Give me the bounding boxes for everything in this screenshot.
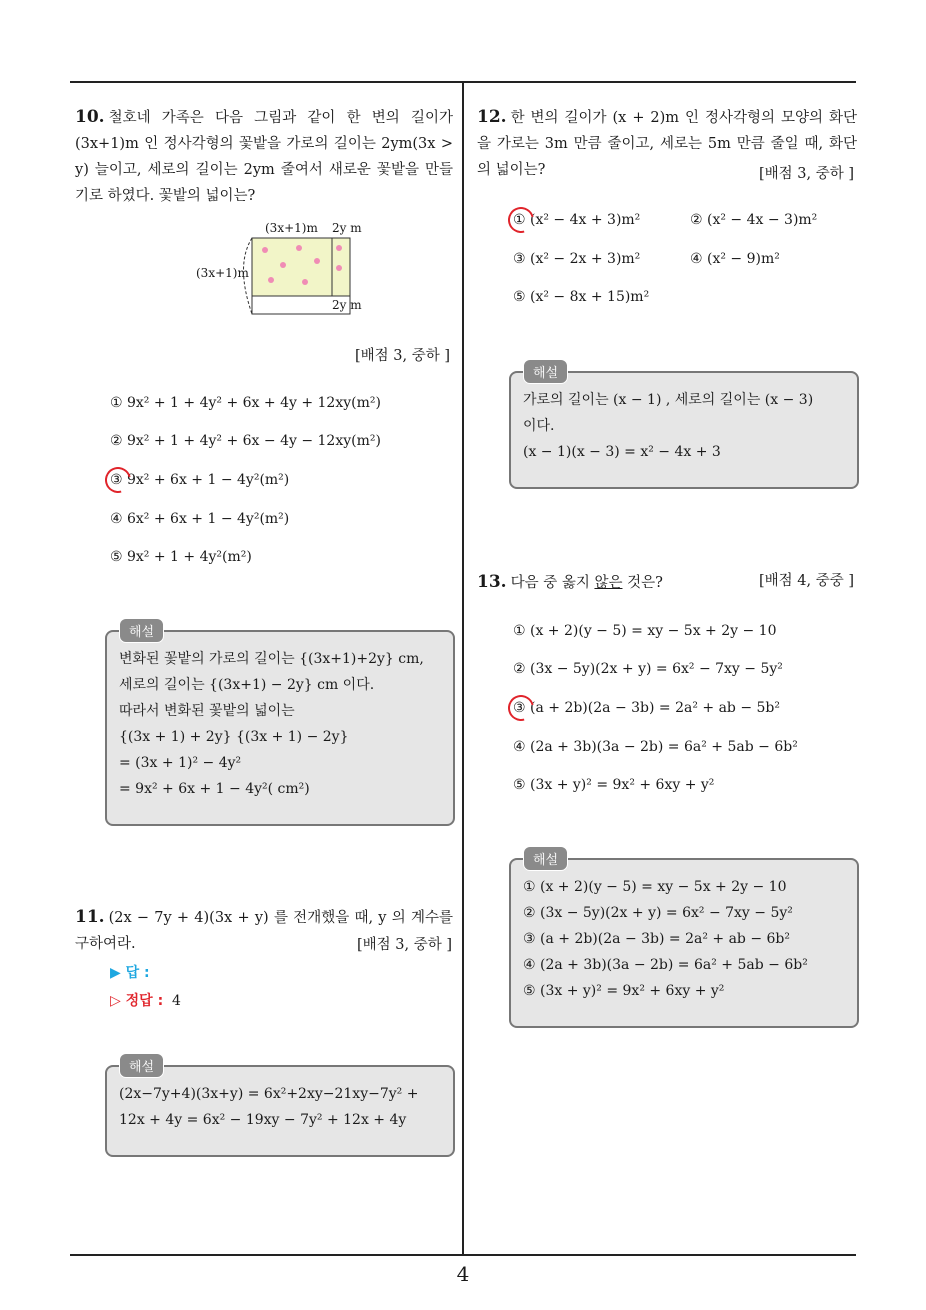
q10-choice-1[interactable]: ① 9x² + 1 + 4y² + 6x + 4y + 12xy(m²) bbox=[110, 395, 381, 411]
question-10 bbox=[75, 104, 453, 209]
q12-choice-2[interactable]: ② (x² − 4x − 3)m² bbox=[690, 212, 818, 228]
explanation-tag: 해설 bbox=[523, 846, 568, 871]
q10-choice-3[interactable]: ③ 9x² + 6x + 1 − 4y²(m²) bbox=[110, 472, 290, 488]
explanation-line: (x − 1)(x − 3) = x² − 4x + 3 bbox=[523, 444, 721, 460]
q10-explanation-box bbox=[105, 625, 455, 826]
question-number: 13. bbox=[477, 572, 507, 592]
q10-choice-5[interactable]: ⑤ 9x² + 1 + 4y²(m²) bbox=[110, 549, 252, 565]
correct-value: 4 bbox=[172, 993, 181, 1009]
q13-choice-2[interactable]: ② (3x − 5y)(2x + y) = 6x² − 7xy − 5y² bbox=[513, 661, 783, 677]
explanation-tag: 해설 bbox=[119, 618, 164, 643]
bottom-rule bbox=[70, 1254, 856, 1256]
q12-choice-4[interactable]: ④ (x² − 9)m² bbox=[690, 251, 780, 267]
q12-explanation-box bbox=[509, 366, 859, 489]
explanation-line: = 9x² + 6x + 1 − 4y²( cm²) bbox=[119, 781, 310, 797]
question-13-text: 13. 다음 중 옳지 않은 것은? bbox=[477, 572, 663, 592]
explanation-line: 변화된 꽃밭의 가로의 길이는 {(3x+1)+2y} cm, bbox=[119, 651, 424, 667]
question-10-score: [배점 3, 중하 ] bbox=[354, 348, 450, 364]
explanation-line: ① (x + 2)(y − 5) = xy − 5x + 2y − 10 bbox=[523, 879, 787, 895]
explanation-line: ③ (a + 2b)(2a − 3b) = 2a² + ab − 6b² bbox=[523, 931, 790, 947]
fig-label-left: (3x+1)m bbox=[196, 266, 249, 280]
explanation-line: ⑤ (3x + y)² = 9x² + 6xy + y² bbox=[523, 983, 725, 999]
question-12-text: 12. 한 변의 길이가 (x + 2)m 인 정사각형의 모양의 화단을 가로는 3m 만큼 줄이고, 세로는 5m 만큼 줄일 때, 화단의 넓이는? bbox=[477, 107, 857, 178]
page-number: 4 bbox=[456, 1262, 470, 1286]
q13-choice-5[interactable]: ⑤ (3x + y)² = 9x² + 6xy + y² bbox=[513, 777, 715, 793]
q13-choice-1[interactable]: ① (x + 2)(y − 5) = xy − 5x + 2y − 10 bbox=[513, 623, 777, 639]
question-number: 10. bbox=[75, 107, 105, 127]
question-11-score: [배점 3, 중하 ] bbox=[356, 937, 452, 953]
explanation-line: 가로의 길이는 (x − 1) , 세로의 길이는 (x − 3) bbox=[523, 392, 814, 408]
q10-choice-4[interactable]: ④ 6x² + 6x + 1 − 4y²(m²) bbox=[110, 511, 290, 527]
question-number: 12. bbox=[477, 107, 507, 127]
q12-choice-3[interactable]: ③ (x² − 2x + 3)m² bbox=[513, 251, 641, 267]
explanation-line: 따라서 변화된 꽃밭의 넓이는 bbox=[119, 703, 295, 719]
explanation-tag: 해설 bbox=[119, 1053, 164, 1078]
explanation-line: = (3x + 1)² − 4y² bbox=[119, 755, 242, 771]
answer-mark-icon bbox=[503, 202, 539, 238]
q13-choice-3[interactable]: ③ (a + 2b)(2a − 3b) = 2a² + ab − 5b² bbox=[513, 700, 780, 716]
explanation-line: 이다. bbox=[523, 418, 555, 434]
explanation-line: {(3x + 1) + 2y} {(3x + 1) − 2y} bbox=[119, 729, 349, 745]
q12-choice-1[interactable]: ① (x² − 4x + 3)m² bbox=[513, 212, 641, 228]
question-11-text: 11. (2x − 7y + 4)(3x + y) 를 전개했을 때, y 의 계수를 구하여라. bbox=[75, 907, 453, 952]
explanation-tag: 해설 bbox=[523, 359, 568, 384]
question-12-score: [배점 3, 중하 ] bbox=[758, 166, 854, 182]
q11-explanation-box bbox=[105, 1060, 455, 1157]
fig-label-top: (3x+1)m bbox=[265, 221, 318, 235]
fig-label-right-top: 2y m bbox=[332, 221, 362, 235]
question-13-score: [배점 4, 중중 ] bbox=[758, 573, 854, 589]
question-number: 11. bbox=[75, 907, 105, 927]
explanation-line: (2x−7y+4)(3x+y) = 6x²+2xy−21xy−7y² + bbox=[119, 1086, 419, 1102]
correct-answer: ▷ 정답 : 4 bbox=[110, 993, 181, 1009]
q13-choice-4[interactable]: ④ (2a + 3b)(3a − 2b) = 6a² + 5ab − 6b² bbox=[513, 739, 798, 755]
fig-label-right-bottom: 2y m bbox=[332, 298, 362, 312]
q10-choice-2[interactable]: ② 9x² + 1 + 4y² + 6x − 4y − 12xy(m²) bbox=[110, 433, 381, 449]
answer-label[interactable]: ▶ 답 : bbox=[110, 965, 150, 981]
explanation-line: 세로의 길이는 {(3x+1) − 2y} cm 이다. bbox=[119, 677, 375, 693]
explanation-line: 12x + 4y = 6x² − 19xy − 7y² + 12x + 4y bbox=[119, 1112, 407, 1128]
q13-explanation-box bbox=[509, 853, 859, 1028]
answer-mark-icon bbox=[503, 690, 539, 726]
explanation-line: ④ (2a + 3b)(3a − 2b) = 6a² + 5ab − 6b² bbox=[523, 957, 808, 973]
column-divider bbox=[462, 81, 464, 1255]
q12-choice-5[interactable]: ⑤ (x² − 8x + 15)m² bbox=[513, 289, 650, 305]
question-10-text: 10. 철호네 가족은 다음 그림과 같이 한 변의 길이가 (3x+1)m 인 정사각형의 꽃밭을 가로의 길이는 2ym(3x > y) 늘이고, 세로의 길이는 2ym 줄여서 새로운 꽃밭을 만들기로 하였다. 꽃밭의 넓이는? bbox=[75, 107, 453, 204]
explanation-line: ② (3x − 5y)(2x + y) = 6x² − 7xy − 5y² bbox=[523, 905, 793, 921]
answer-mark-icon bbox=[100, 462, 136, 498]
